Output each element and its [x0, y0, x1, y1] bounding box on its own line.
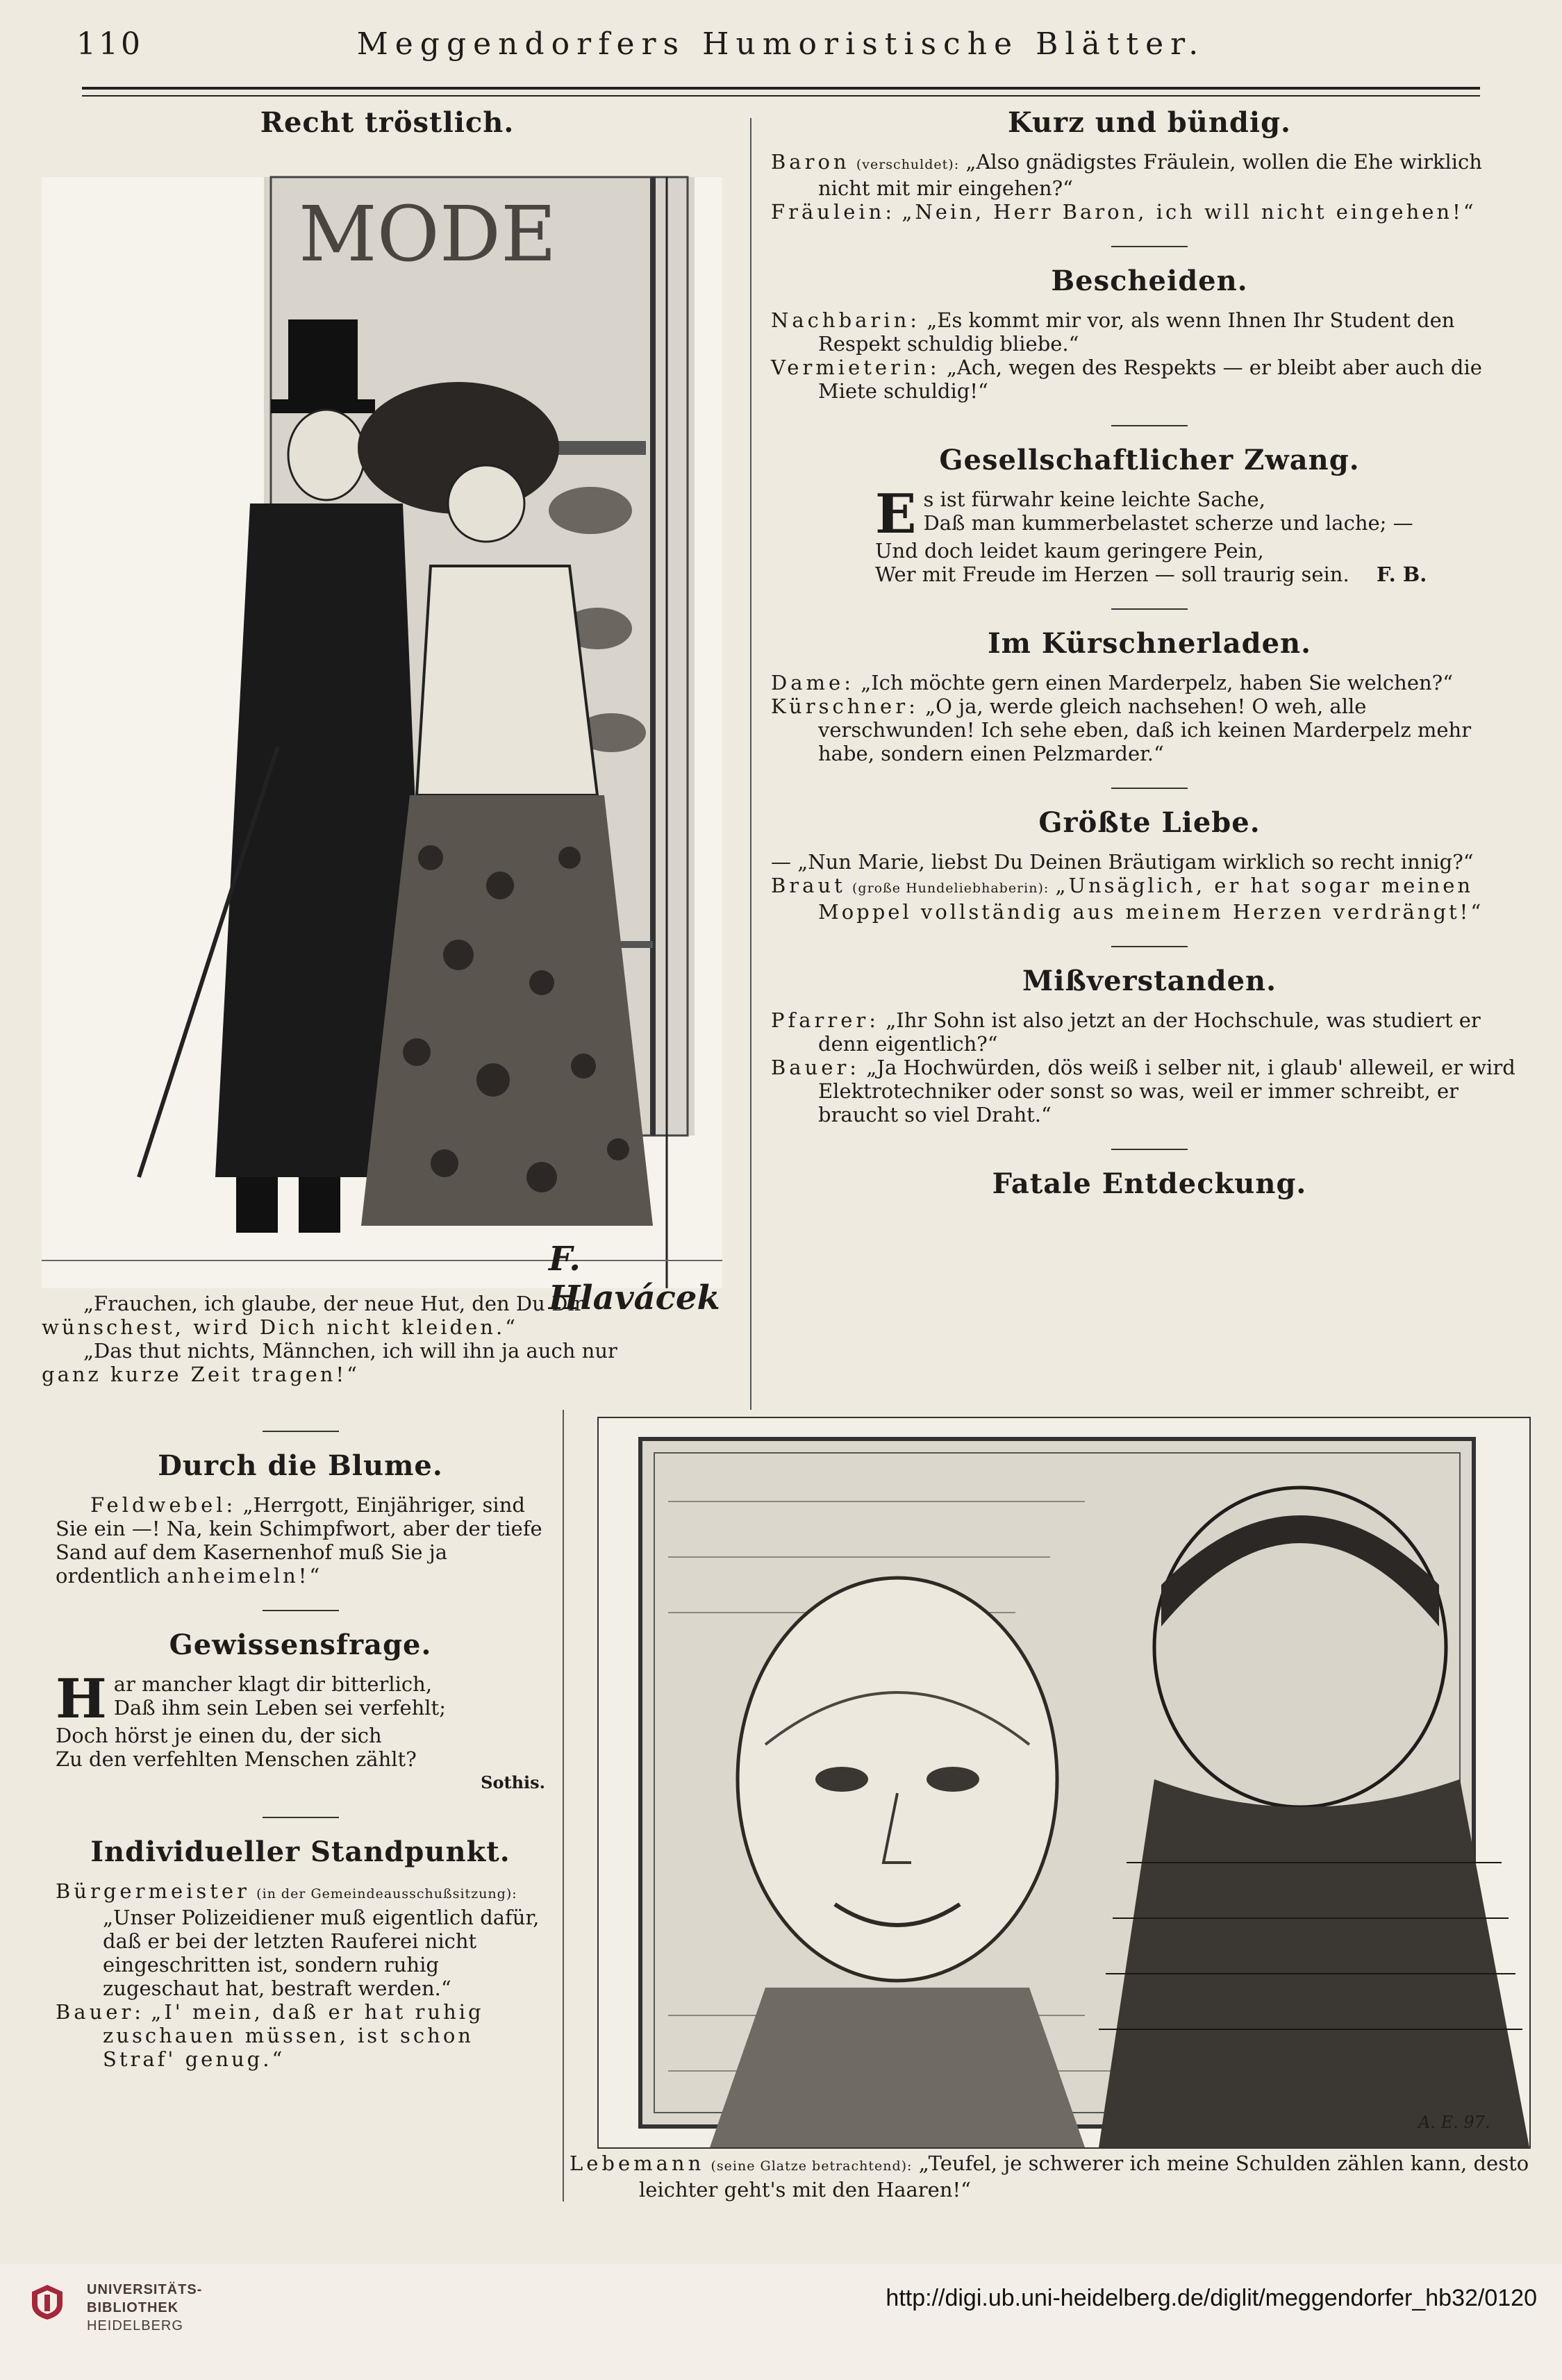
library-name-line: HEIDELBERG	[87, 2318, 183, 2333]
poem-line	[875, 563, 1528, 586]
dialogue-text: „Also gnädigstes Fräulein, wollen die Ehe wirklich nicht mit mir eingehen?“	[818, 150, 1482, 200]
section-title: Fatale Entdeckung.	[992, 1167, 1307, 1200]
speaker-name: Vermieterin:	[771, 356, 940, 379]
stage-note: (große Hundeliebhaberin):	[852, 881, 1049, 896]
section-title: Größte Liebe.	[1038, 806, 1261, 839]
right-column	[771, 106, 1528, 1211]
dialogue-line	[771, 308, 1528, 356]
poem-line-text: Wer mit Freude im Herzen — soll traurig sein.	[875, 563, 1349, 586]
library-name	[87, 2281, 202, 2335]
speaker-name: Dame:	[771, 671, 854, 694]
dialogue-text: „Teufel, je schwerer ich meine Schulden zählen kann, desto leichter geht's mit den Haaren!“	[639, 2152, 1529, 2202]
illustration-signature: A. E. 97.	[1418, 2113, 1490, 2132]
section-title: Gesellschaftlicher Zwang.	[939, 444, 1360, 476]
caption-line: wünschest, wird Dich nicht kleiden.“	[42, 1315, 518, 1339]
speaker-name: Pfarrer:	[771, 1008, 880, 1032]
library-footer	[0, 2264, 1562, 2380]
dialogue-text: „Ihr Sohn ist also jetzt an der Hochschule, was studiert er denn eigentlich?“	[818, 1008, 1481, 1056]
library-name-line: BIBLIOTHEK	[87, 2300, 179, 2315]
section-divider	[1111, 246, 1188, 247]
caption-line	[570, 2152, 1535, 2202]
section-title: Kurz und bündig.	[1008, 106, 1291, 139]
section-divider	[1111, 788, 1188, 789]
dialogue-line	[56, 1879, 545, 2000]
poem-line: ar mancher klagt dir bitterlich,	[113, 1672, 433, 1696]
dialogue-text: „Nein, Herr Baron, ich will nicht eingehen!“	[902, 200, 1477, 224]
dialogue-text: „Unser Polizeidiener muß eigentlich dafür, daß er bei der letzten Rauferei nicht eingeschritten ist, sondern ruhig zugeschaut hat, bestraft werden.“	[103, 1906, 540, 2000]
dialogue-line	[771, 1056, 1528, 1126]
dialogue-line	[771, 694, 1528, 765]
dialogue-text: „Ich möchte gern einen Marderpelz, haben Sie welchen?“	[861, 671, 1454, 694]
dialogue-line: — „Nun Marie, liebst Du Deinen Bräutigam wirklich so recht innig?“	[771, 850, 1474, 874]
dialogue-line	[771, 356, 1528, 403]
dialogue-line	[56, 1493, 545, 1588]
illustration-signature: F. Hlavácek	[549, 1240, 720, 1317]
dialogue-text: „I' mein, daß er hat ruhig zuschauen müssen, ist schon Straf' genug.“	[103, 2000, 484, 2071]
poem-line: Doch hörst je einen du, der sich	[56, 1724, 382, 1747]
section-recht-troestlich	[42, 106, 733, 150]
stage-note: (seine Glatze betrachtend):	[711, 2158, 913, 2174]
dialogue-text-spaced: anheimeln!“	[167, 1564, 323, 1588]
section-title: Individueller Standpunkt.	[90, 1836, 510, 1868]
dialogue-text: „O ja, werde gleich nachsehen! O weh, alle verschwunden! Ich sehe eben, daß ich keinen Marderpelz mehr habe, sondern einen Pelzmarder.“	[818, 694, 1472, 765]
poem-signature: Sothis.	[481, 1772, 545, 1792]
caption-recht-troestlich	[42, 1292, 733, 1386]
section-title: Gewissensfrage.	[169, 1629, 432, 1661]
speaker-name: Bauer:	[56, 2000, 145, 2024]
dialogue-text: „Ach, wegen des Respekts — er bleibt aber auch die Miete schuldig!“	[818, 356, 1482, 403]
poem-line: s ist fürwahr keine leichte Sache,	[923, 488, 1265, 511]
poem-gesellschaftlicher-zwang	[771, 483, 1528, 586]
page-number: 110	[76, 26, 143, 62]
dialogue-line	[771, 874, 1528, 924]
section-title: Bescheiden.	[1051, 265, 1248, 297]
section-title: Durch die Blume.	[158, 1449, 443, 1482]
header-rule-thick	[82, 87, 1480, 90]
library-name-line: UNIVERSITÄTS-	[87, 2282, 203, 2297]
caption-fatale-entdeckung	[570, 2152, 1535, 2202]
dialogue-line	[771, 671, 1528, 694]
column-separator	[750, 118, 751, 1410]
speaker-name: Bürgermeister	[56, 1879, 250, 1903]
speaker-name: Braut	[771, 874, 846, 897]
speaker-name: Fräulein:	[771, 200, 896, 224]
drop-cap: E	[875, 483, 917, 546]
section-title: Mißverstanden.	[1022, 965, 1277, 997]
poem-line: Daß ihm sein Leben sei verfehlt;	[113, 1696, 446, 1720]
caption-line: ganz kurze Zeit tragen!“	[42, 1363, 360, 1386]
illustration-bald-man-mirror	[597, 1417, 1531, 2149]
speaker-name: Bauer:	[771, 1056, 861, 1079]
university-logo-icon	[26, 2281, 68, 2322]
poem-signature: F. B.	[1376, 563, 1427, 586]
stage-note: (in der Gemeindeausschußsitzung):	[256, 1886, 517, 1901]
caption-line: „Frauchen, ich glaube, der neue Hut, den Du Dir	[83, 1292, 584, 1315]
caption-line: „Das thut nichts, Männchen, ich will ihn ja auch nur	[83, 1339, 617, 1363]
column-separator-lower	[563, 1410, 564, 2202]
section-divider	[263, 1431, 339, 1432]
dialogue-text: „Herrgott, Einjähriger, sind Sie ein —! Na, kein Schimpfwort, aber der tiefe Sand auf dem Kasernenhof muß Sie ja ordentlich	[56, 1493, 542, 1588]
magazine-title: Meggendorfers Humoristische Blätter.	[356, 26, 1206, 62]
dialogue-text: „Es kommt mir vor, als wenn Ihnen Ihr Student den Respekt schuldig bliebe.“	[818, 308, 1455, 356]
section-title: Im Kürschnerladen.	[987, 627, 1312, 660]
left-lower-column	[56, 1431, 545, 2071]
dialogue-line	[771, 200, 1528, 224]
section-divider	[263, 1817, 339, 1818]
section-divider	[263, 1610, 339, 1611]
poem-line: Daß man kummerbelastet scherze und lache; —	[923, 511, 1413, 535]
dialogue-line	[771, 150, 1528, 200]
source-url-link[interactable]: http://digi.ub.uni-heidelberg.de/diglit/meggendorfer_hb32/0120	[886, 2285, 1537, 2311]
stage-note: (verschuldet):	[856, 157, 960, 172]
dialogue-line	[771, 1008, 1528, 1056]
dialogue-text: „Unsäglich, er hat sogar meinen Moppel vollständig aus meinem Herzen verdrängt!“	[818, 874, 1484, 924]
drop-cap: H	[56, 1667, 107, 1731]
dialogue-text: „Ja Hochwürden, dös weiß i selber nit, i glaub' alleweil, er wird Elektrotechniker oder sonst so was, weil er immer schreibt, er braucht so viel Draht.“	[818, 1056, 1515, 1126]
section-divider	[1111, 946, 1188, 947]
section-divider	[1111, 425, 1188, 426]
speaker-name: Lebemann	[570, 2152, 705, 2175]
section-divider	[1111, 608, 1188, 610]
shop-sign-text: MODE	[299, 190, 557, 278]
dialogue-line	[56, 2000, 545, 2071]
poem-gewissensfrage	[56, 1667, 545, 1771]
speaker-name: Feldwebel:	[90, 1493, 237, 1517]
poem-line: Zu den verfehlten Menschen zählt?	[56, 1747, 417, 1771]
section-title: Recht tröstlich.	[260, 106, 515, 139]
speaker-name: Kürschner:	[771, 694, 919, 718]
header-rule-thin	[82, 95, 1480, 97]
poem-line: Und doch leidet kaum geringere Pein,	[875, 539, 1264, 563]
running-header	[76, 26, 1486, 68]
speaker-name: Baron	[771, 150, 850, 174]
speaker-name: Nachbarin:	[771, 308, 921, 332]
section-divider	[1111, 1149, 1188, 1150]
